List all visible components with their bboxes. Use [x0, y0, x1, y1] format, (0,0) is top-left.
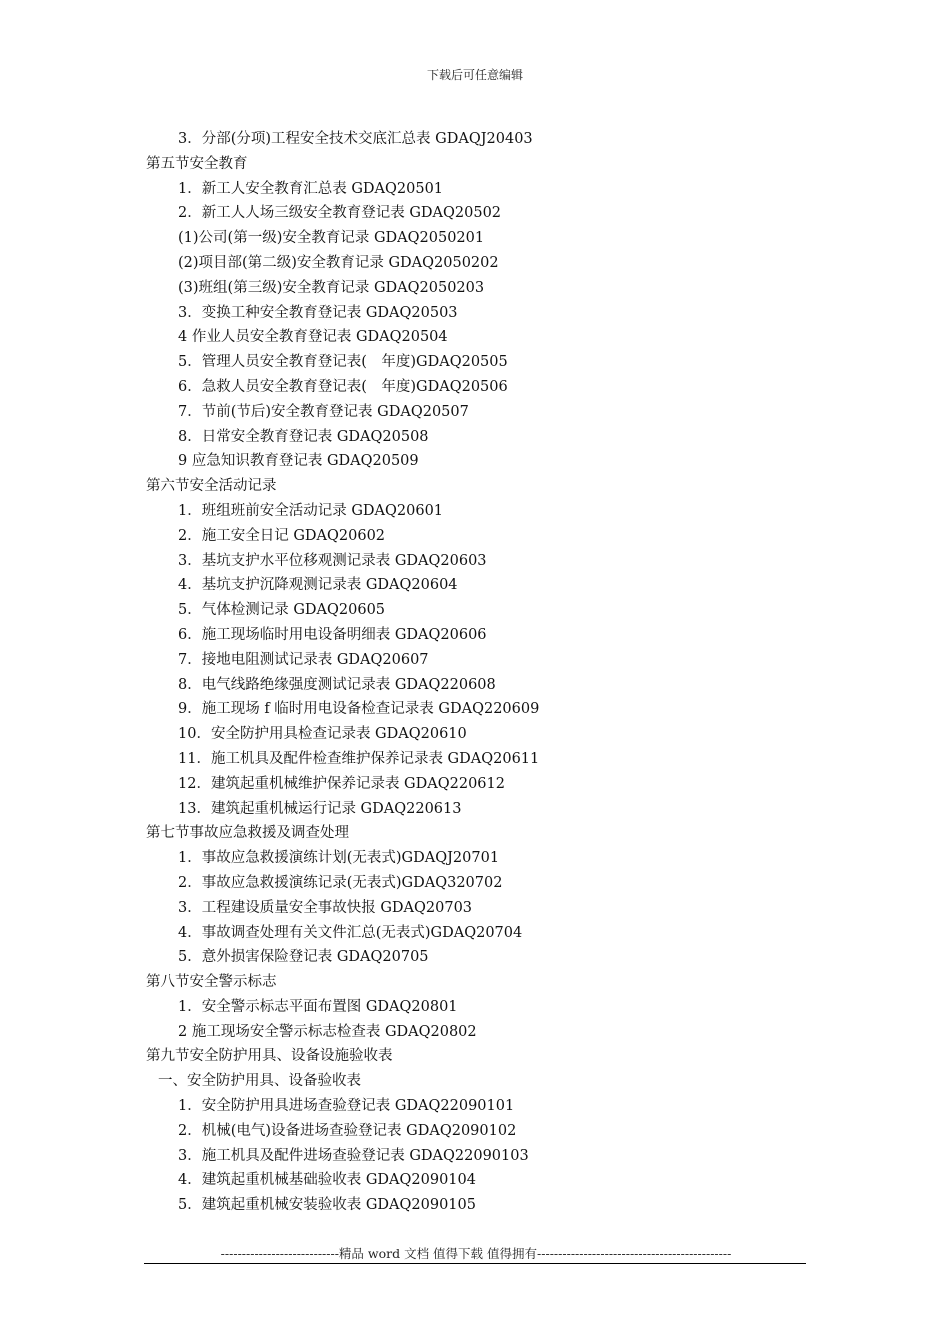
page-footer: ----------------------------精品 word 文档 值得下载 值得拥有---------------------------------------------- — [220, 1246, 732, 1261]
list-item: 6．施工现场临时用电设备明细表 GDAQ20606 — [178, 626, 487, 643]
list-item: 3．基坑支护水平位移观测记录表 GDAQ20603 — [178, 552, 487, 569]
list-item: 4．建筑起重机械基础验收表 GDAQ2090104 — [178, 1172, 476, 1189]
list-item: 3．工程建设质量安全事故快报 GDAQ20703 — [178, 899, 473, 916]
list-item: 12．建筑起重机械维护保养记录表 GDAQ220612 — [178, 775, 505, 792]
list-item: 5．气体检测记录 GDAQ20605 — [178, 602, 386, 619]
list-item: 7．节前(节后)安全教育登记表 GDAQ20507 — [178, 403, 469, 420]
list-item: (1)公司(第一级)安全教育记录 GDAQ2050201 — [178, 230, 485, 247]
list-item: 1．事故应急救援演练计划(无表式)GDAQJ20701 — [178, 850, 500, 867]
page-header: 下载后可任意编辑 — [426, 68, 523, 82]
list-item: 9．施工现场 f 临时用电设备检查记录表 GDAQ220609 — [178, 701, 540, 718]
document-body — [146, 127, 806, 1218]
list-item: 1．安全警示标志平面布置图 GDAQ20801 — [178, 998, 458, 1015]
list-item: 10．安全防护用具检查记录表 GDAQ20610 — [178, 726, 467, 743]
list-item: 7．接地电阻测试记录表 GDAQ20607 — [178, 651, 429, 668]
section-heading: 第九节安全防护用具、设备设施验收表 — [146, 1048, 393, 1065]
list-item: 2．机械(电气)设备进场查验登记表 GDAQ2090102 — [178, 1122, 517, 1139]
list-item: 2．事故应急救援演练记录(无表式)GDAQ320702 — [178, 874, 503, 891]
list-item: 1．班组班前安全活动记录 GDAQ20601 — [178, 502, 444, 519]
list-item: (2)项目部(第二级)安全教育记录 GDAQ2050202 — [178, 254, 499, 271]
list-item: 8．电气线路绝缘强度测试记录表 GDAQ220608 — [178, 676, 496, 693]
section-heading: 第五节安全教育 — [146, 155, 248, 172]
section-heading: 第七节事故应急救援及调查处理 — [146, 825, 349, 842]
section-heading: 第八节安全警示标志 — [146, 974, 277, 991]
list-item: 4 作业人员安全教育登记表 GDAQ20504 — [178, 329, 448, 346]
list-item: 13．建筑起重机械运行记录 GDAQ220613 — [178, 800, 462, 817]
list-item: 5．建筑起重机械安装验收表 GDAQ2090105 — [178, 1197, 476, 1214]
list-item: 9 应急知识教育登记表 GDAQ20509 — [178, 453, 419, 470]
list-item: (3)班组(第三级)安全教育记录 GDAQ2050203 — [178, 279, 485, 296]
list-item: 1．新工人安全教育汇总表 GDAQ20501 — [178, 180, 444, 197]
list-item: 6．急救人员安全教育登记表( 年度)GDAQ20506 — [178, 378, 508, 395]
list-item: 1．安全防护用具进场查验登记表 GDAQ22090101 — [178, 1098, 515, 1115]
list-item: 4．基坑支护沉降观测记录表 GDAQ20604 — [178, 577, 458, 594]
list-item: 3．变换工种安全教育登记表 GDAQ20503 — [178, 304, 458, 321]
list-item: 2．施工安全日记 GDAQ20602 — [178, 527, 386, 544]
list-item: 5．意外损害保险登记表 GDAQ20705 — [178, 949, 429, 966]
list-item: 11．施工机具及配件检查维护保养记录表 GDAQ20611 — [178, 750, 540, 767]
list-item: 2 施工现场安全警示标志检查表 GDAQ20802 — [178, 1023, 477, 1040]
list-item: 3．分部(分项)工程安全技术交底汇总表 GDAQJ20403 — [178, 131, 533, 147]
list-item: 2．新工人人场三级安全教育登记表 GDAQ20502 — [178, 205, 502, 222]
section-heading: 第六节安全活动记录 — [146, 478, 277, 495]
list-item: 4．事故调查处理有关文件汇总(无表式)GDAQ20704 — [178, 924, 523, 941]
footer-rule — [144, 1263, 806, 1264]
subsection-heading: 一、安全防护用具、设备验收表 — [158, 1073, 361, 1090]
list-item: 3．施工机具及配件进场查验登记表 GDAQ22090103 — [178, 1147, 529, 1164]
list-item: 8．日常安全教育登记表 GDAQ20508 — [178, 428, 429, 445]
list-item: 5．管理人员安全教育登记表( 年度)GDAQ20505 — [178, 354, 508, 371]
